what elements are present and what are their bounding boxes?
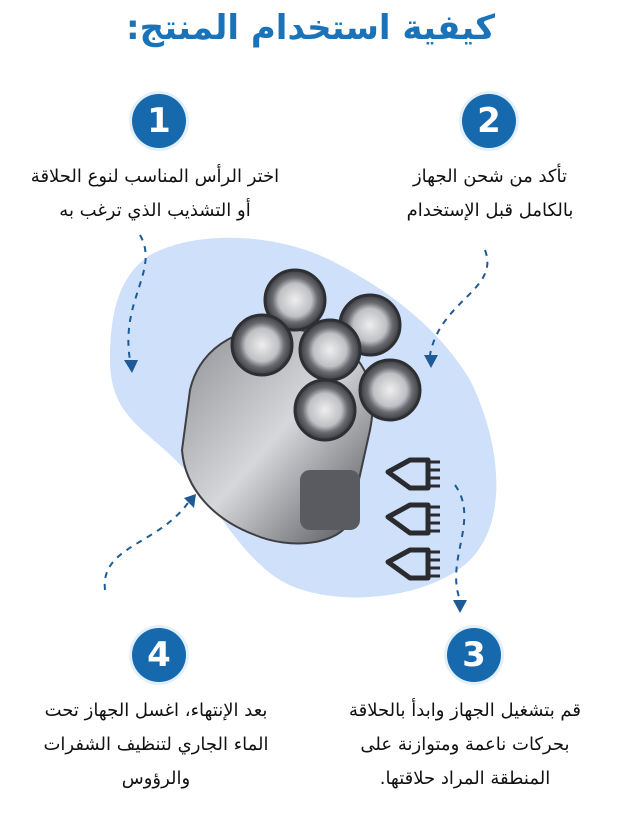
step-3-number-badge: 3 — [447, 628, 501, 682]
step-4-number-badge: 4 — [132, 628, 186, 682]
step-2-text: تأكد من شحن الجهاز بالكامل قبل الإستخدام — [406, 166, 574, 221]
arrow-step-4 — [105, 500, 190, 590]
arrow-step-3 — [455, 485, 464, 600]
page-title: كيفية استخدام المنتج: — [125, 8, 496, 48]
step-1-text: اختر الرأس المناسب لنوع الحلاقة أو التشذيب الذي ترغب به — [30, 166, 280, 221]
step-2-number-badge: 2 — [462, 94, 516, 148]
arrow-step-1 — [128, 235, 145, 360]
step-3-text: قم بتشغيل الجهاز وابدأ بالحلاقة بحركات ناعمة ومتوازنة على المنطقة المراد حلاقتها. — [348, 700, 582, 789]
step-4-text: بعد الإنتهاء، اغسل الجهاز تحت الماء الجاري لتنظيف الشفرات والرؤوس — [43, 700, 269, 789]
step-1-number-badge: 1 — [132, 94, 186, 148]
arrow-step-2 — [430, 250, 487, 355]
